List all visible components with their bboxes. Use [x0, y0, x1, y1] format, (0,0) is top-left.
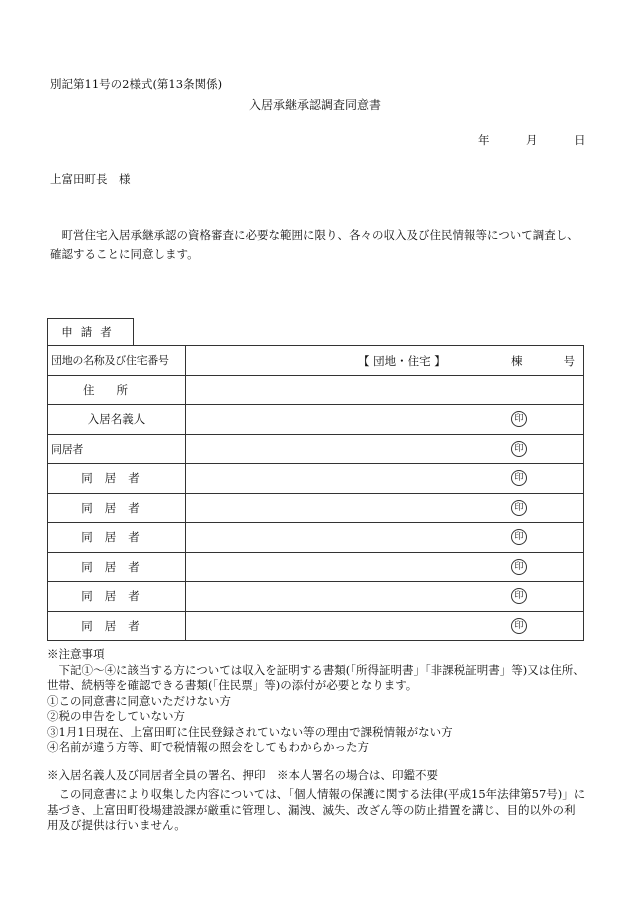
- table-row-cohabitant: [48, 493, 584, 523]
- addressee: 上富田町長 様: [50, 172, 131, 186]
- table-row-complex: [48, 346, 584, 376]
- cohabitant-field[interactable]: [186, 611, 584, 641]
- cohabitant-field[interactable]: [186, 493, 584, 523]
- notes-heading: ※注意事項: [47, 647, 105, 661]
- cohabitant-label: 同居者: [48, 552, 186, 582]
- complex-field[interactable]: [186, 346, 584, 376]
- table-row-cohabitant: [48, 464, 584, 494]
- cohabitant-field[interactable]: [186, 582, 584, 612]
- date-day: 日: [574, 133, 586, 147]
- address-label: 住所: [48, 375, 186, 405]
- cohabitant-field[interactable]: [186, 434, 584, 464]
- cohabitant-field[interactable]: [186, 464, 584, 494]
- table-row-cohabitant: [48, 434, 584, 464]
- seal-icon: 印: [511, 441, 527, 457]
- notes: [47, 647, 587, 756]
- privacy-statement: この同意書により収集した内容については、「個人情報の保護に関する法律(平成15年法律第57号)」に基づき、上富田町役場建設課が厳重に管理し、漏洩、滅失、改ざん等の防止措置を講じ、目的以外の利用及び提供は行いません。: [47, 787, 586, 832]
- seal-icon: 印: [511, 411, 527, 427]
- notes-item: ③1月1日現在、上富田町に住民登録されていない等の理由で課税情報がない方: [47, 724, 453, 739]
- cohabitant-field[interactable]: [186, 552, 584, 582]
- address-field[interactable]: [186, 375, 584, 405]
- notes-item: ②税の申告をしていない方: [47, 709, 185, 723]
- seal-icon: 印: [511, 588, 527, 604]
- form-label: 別記第11号の2様式(第13条関係): [50, 77, 223, 91]
- seal-icon: 印: [511, 559, 527, 575]
- table-row-tenant: [48, 405, 584, 435]
- tenant-label: 入居名義人: [48, 405, 186, 435]
- date-month: 月: [526, 133, 538, 147]
- cohabitant-label: 同居者: [48, 493, 186, 523]
- applicant-table: [47, 345, 584, 641]
- cohabitant-label: 同居者: [48, 434, 186, 464]
- cohabitant-field[interactable]: [186, 523, 584, 553]
- date-year: 年: [478, 133, 490, 147]
- building-label: 棟: [511, 354, 523, 368]
- document-title: 入居承継承認調査同意書: [248, 98, 381, 112]
- seal-icon: 印: [511, 470, 527, 486]
- table-row-cohabitant: [48, 582, 584, 612]
- cohabitant-label: 同居者: [48, 611, 186, 641]
- consent-statement: 町営住宅入居承継承認の資格審査に必要な範囲に限り、各々の収入及び住民情報等について調査し、確認することに同意します。: [50, 228, 579, 261]
- seal-icon: 印: [511, 529, 527, 545]
- table-row-cohabitant: [48, 552, 584, 582]
- notes-intro: 下記①～④に該当する方については収入を証明する書類(「所得証明書」「非課税証明書」等)又は住所、世帯、続柄等を確認できる書類(「住民票」等)の添付が必要となります。: [47, 662, 585, 692]
- notes-item: ④名前が違う方等、町で税情報の照会をしてもわからかった方: [47, 740, 369, 754]
- table-row-cohabitant: [48, 611, 584, 641]
- number-label: 号: [563, 354, 575, 368]
- signature-note: ※入居名義人及び同居者全員の署名、押印 ※本人署名の場合は、印鑑不要: [47, 768, 438, 782]
- applicant-tab: 申請者: [47, 318, 134, 346]
- seal-icon: 印: [511, 618, 527, 634]
- cohabitant-label: 同居者: [48, 464, 186, 494]
- block-label: 【 団地・住宅 】: [358, 354, 446, 368]
- tenant-field[interactable]: [186, 405, 584, 435]
- notes-item: ①この同意書に同意いただけない方: [47, 693, 231, 708]
- complex-label: 団地の名称及び住宅番号: [48, 346, 186, 376]
- table-row-cohabitant: [48, 523, 584, 553]
- cohabitant-label: 同居者: [48, 582, 186, 612]
- seal-icon: 印: [511, 500, 527, 516]
- table-row-address: [48, 375, 584, 405]
- cohabitant-label: 同居者: [48, 523, 186, 553]
